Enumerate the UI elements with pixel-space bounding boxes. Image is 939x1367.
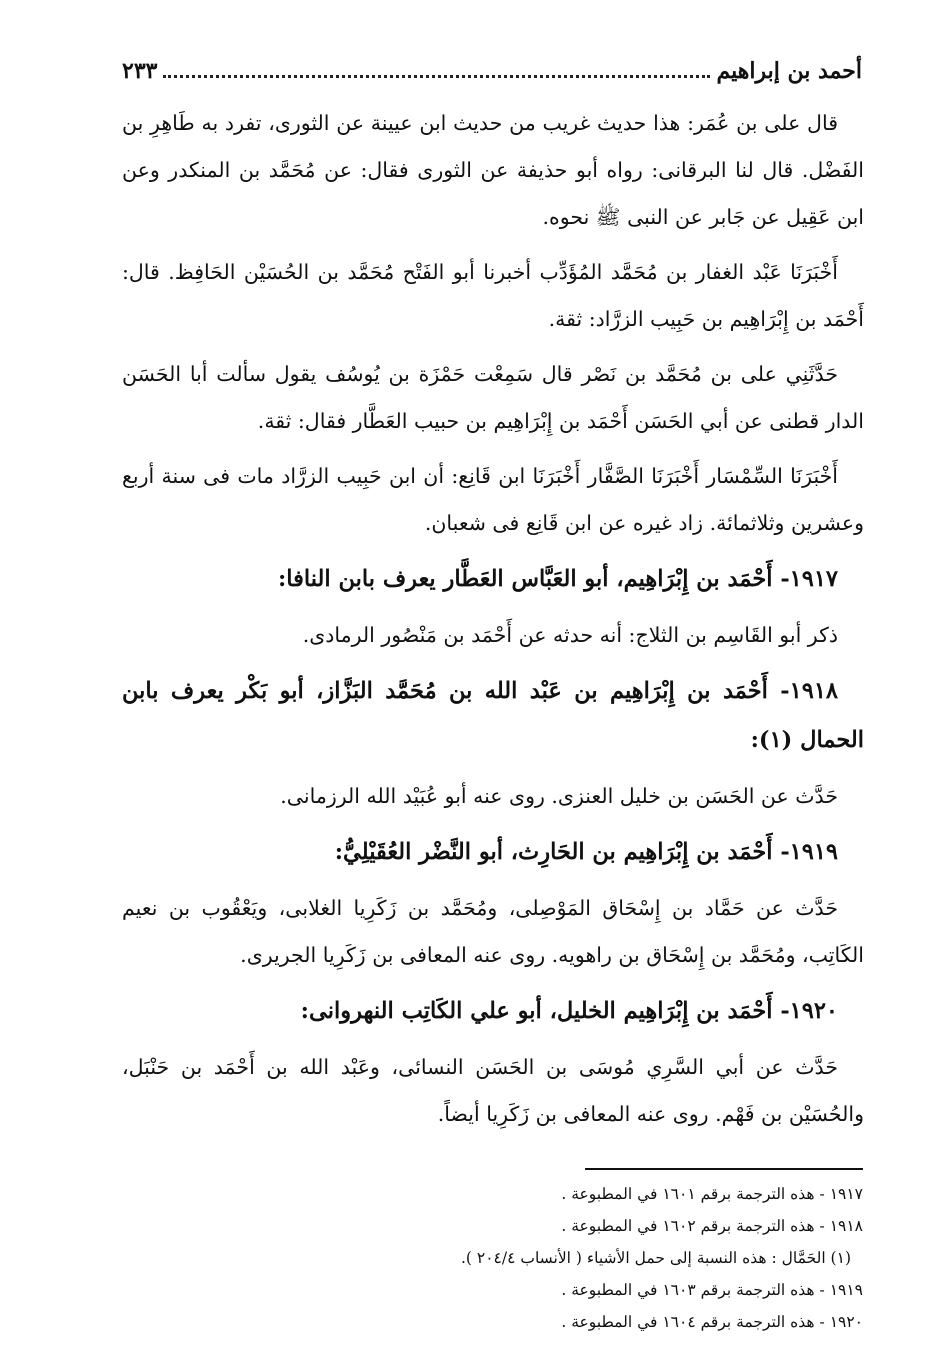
page-header (122, 58, 862, 98)
header-dot-leader (163, 61, 710, 78)
paragraph: قال على بن عُمَر: هذا حديث غريب من حديث ابن عيينة عن الثورى، تفرد به طَاهِرِ بن الفَضْل. قال لنا البرقانى: رواه أبو حذيفة عن الثورى فقال: عن مُحَمَّد بن المنكدر وعن ابن عَقِيل عن جَابر عن النبى ﷺ نحوه. (122, 111, 864, 229)
running-title: أحمد بن إبراهيم (716, 58, 862, 84)
entry-text-1919: حَدَّث عن حَمَّاد بن إِسْحَاق المَوْصِلى، ومُحَمَّد بن زَكَرِيا الغلابى، ويَعْقُوب بن نعيم الكَاتِب، ومُحَمَّد بن إِسْحَاق بن راهويه. روى عنه المعافى بن زَكَرِيا الجريرى. (122, 896, 864, 967)
entry-text-1918: حَدَّث عن الحَسَن بن خليل العنزى. روى عنه أبو عُبَيْد الله الرزمانى. (280, 784, 838, 808)
footnote: ١٩١٨ - هذه الترجمة برقم ١٦٠٢ في المطبوعة . (561, 1217, 863, 1235)
footnote-divider (585, 1168, 863, 1170)
footnotes (303, 1178, 863, 1338)
main-text (122, 100, 864, 1146)
entry-heading-1919: ١٩١٩- أَحْمَد بن إِبْرَاهِيم بن الحَارِث، أبو النَّضْر العُقَيْلِيُّ: (334, 839, 838, 865)
footnote: ١٩١٧ - هذه الترجمة برقم ١٦٠١ في المطبوعة . (561, 1185, 863, 1203)
entry-text-1917: ذكر أبو القَاسِم بن الثلاج: أنه حدثه عن أَحْمَد بن مَنْصُور الرمادى. (302, 623, 838, 647)
entry-heading-1917: ١٩١٧- أَحْمَد بن إِبْرَاهِيم، أبو العَبَّاس العَطَّار يعرف بابن النافا: (278, 566, 838, 592)
paragraph: أَخْبَرَنَا عَبْد الغفار بن مُحَمَّد المُؤَدِّب أخبرنا أبو الفَتْح مُحَمَّد بن الحُسَيْن الحَافِظ. قال: أَحْمَد بن إِبْرَاهِيم بن حَبِيب الزرَّاد: ثقة. (122, 260, 864, 331)
paragraph: حَدَّثَنِي على بن مُحَمَّد بن نَصْر قال سَمِعْت حَمْزَة بن يُوسُف يقول سألت أبا الحَسَن الدار قطنى عن أبي الحَسَن أَحْمَد بن إِبْرَاهِيم بن حبيب العَطَّار فقال: ثقة. (122, 362, 864, 433)
footnote: ١٩٢٠ - هذه الترجمة برقم ١٦٠٤ في المطبوعة . (561, 1313, 863, 1331)
footnote: ١٩١٩ - هذه الترجمة برقم ١٦٠٣ في المطبوعة . (561, 1281, 863, 1299)
entry-heading-1920: ١٩٢٠- أَحْمَد بن إِبْرَاهِيم الخليل، أبو علي الكَاتِب النهروانى: (300, 998, 838, 1024)
page-number: ٢٣٣ (122, 58, 158, 84)
footnote: (١) الحَمَّال : هذه النسبة إلى حمل الأشياء ( الأنساب ٢٠٤/٤ ). (461, 1249, 851, 1267)
paragraph: أَخْبَرَنَا السِّمْسَار أَخْبَرَنَا الصَّفَّار أَخْبَرَنَا ابن قَانِع: أن ابن حَبِيب الزرَّاد مات فى سنة أربع وعشرين وثلاثمائة. زاد غيره عن ابن قَانِع فى شعبان. (122, 464, 864, 535)
entry-heading-1918: ١٩١٨- أَحْمَد بن إِبْرَاهِيم بن عَبْد الله بن مُحَمَّد البَزَّاز، أبو بَكْر يعرف بابن الحمال (١): (122, 678, 864, 753)
entry-text-1920: حَدَّث عن أبي السَّرِي مُوسَى بن الحَسَن النسائى، وعَبْد الله بن أَحْمَد بن حَنْبَل، والحُسَيْن بن فَهْم. روى عنه المعافى بن زَكَرِيا أيضاً. (122, 1055, 864, 1126)
